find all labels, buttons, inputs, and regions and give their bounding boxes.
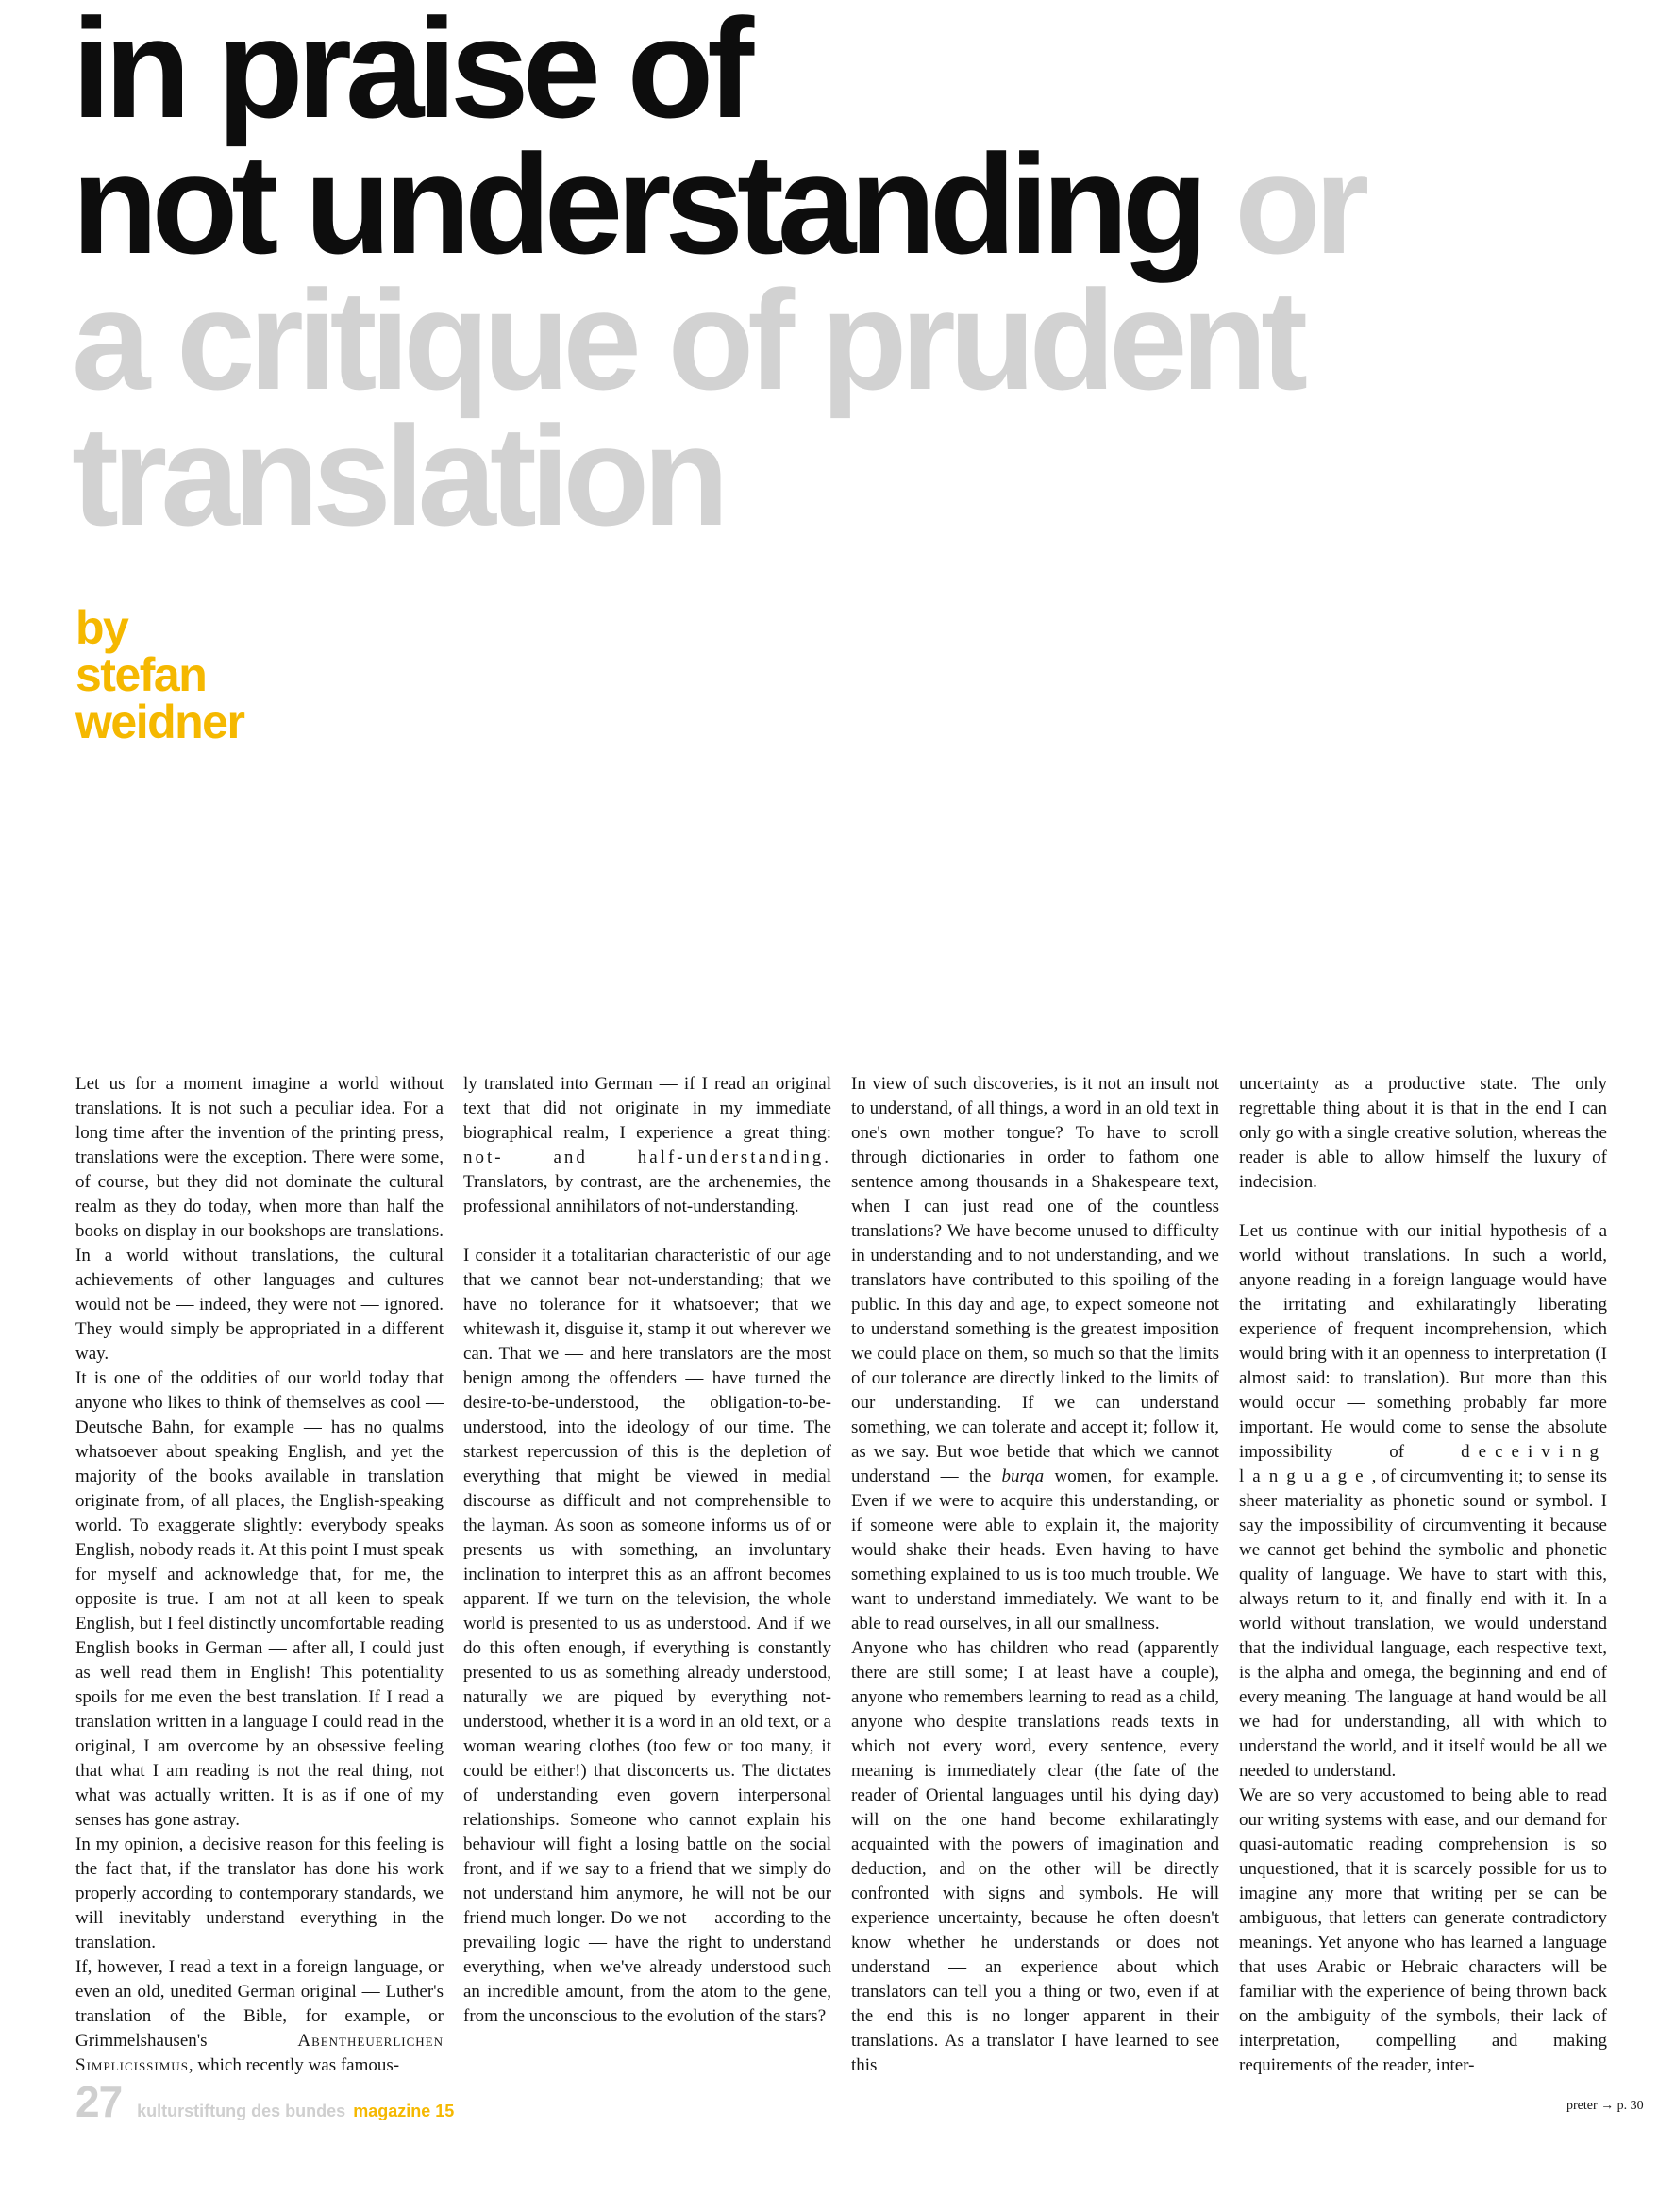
byline-last-name: weidner	[75, 695, 244, 748]
column-2	[463, 1072, 831, 2095]
paragraph: We are so very accustomed to being able to read our writing systems with ease, and our demand for quasi-automatic reading comprehension is so unquestioned, that it is scarcely possible for us to imagine any more that writing per se can be ambiguous, that letters can generate contradictory meanings. Yet anyone who has learned a language that uses Arabic or Hebraic characters will be familiar with the experience of being thrown back on the ambiguity of the symbols, their lack of interpretation, compelling and making requirements of the reader, inter-	[1239, 1785, 1607, 2075]
column-4	[1239, 1072, 1607, 2095]
title-line-2-main: not understanding	[72, 125, 1202, 283]
emphasis-spaced: not- and half-understanding.	[463, 1148, 831, 1167]
title-line-2	[72, 125, 1638, 283]
column-1	[75, 1072, 444, 2095]
paragraph	[75, 1955, 444, 2078]
column-3	[851, 1072, 1219, 2095]
title-line-2-tail: or	[1201, 125, 1364, 283]
article-body	[75, 1072, 1607, 2095]
continuation-note: preter → p. 30	[1566, 2099, 1644, 2113]
paragraph: Anyone who has children who read (apparently there are still some; I at least have a couple), anyone who remembers learning to read as a child, anyone who despite translations reads texts in which not every word, every sentence, every meaning is immediately clear (the fate of the reader of Oriental languages until his dying day) will on the one hand become exhilaratingly acquainted with the powers of imagination and deduction, and on the other will be directly confronted with signs and symbols. He will experience uncertainty, because he often doesn't know whether he understands or does not understand — an experience about which translators can tell you a thing or two, even if at the end this is no longer apparent in their translations. As a translator I have learned to see this	[851, 1638, 1219, 2075]
paragraph: uncertainty as a productive state. The only regrettable thing about it is that in the end I can only go with a single creative solution, whereas the reader is able to allow himself the luxury of indecision.	[1239, 1074, 1607, 1192]
paragraph: It is one of the oddities of our world today that anyone who likes to think of themselves as cool — Deutsche Bahn, for example — has no qualms whatsoever about speaking English, and yet the majority of the books available in translation originate from, of all places, the English-speaking world. To exaggerate slightly: everybody speaks English, nobody reads it. At this point I must speak for myself and acknowledge that, for me, the opposite is true. I am not at all keen to speak English, but I feel distinctly uncomfortable reading English books in German — after all, I could just as well read them in English! This potentiality spoils for me even the best translation. If I read a translation written in a language I could read in the original, I am overcome by an obsessive feeling that what I am reading is not the real thing, not what was actually written. It is as if one of my senses has gone astray.	[75, 1368, 444, 1830]
paragraph-text: Let us continue with our initial hypothesis of a world without translations. In such a world, anyone reading in a foreign language would have the irritating and exhilaratingly liberating experience of frequent incomprehension, which would bring with it an openness to interpretation (I almost said: to translation). But more than this would occur — something probably far more important. He would come to sense the absolute impossibility of	[1239, 1221, 1607, 1462]
paragraph-text: In view of such discoveries, is it not an insult not to understand, of all things, a word in an old text in one's own mother tongue? To have to scroll through dictionaries in order to fathom one sentence among thousands in a Shakespeare text, when I can just read one of the countless translations? We have become unused to difficulty in understanding and to not understanding, and we translators have contributed to this spoiling of the public. In this day and age, to expect someone not to understand something is the greatest imposition we could place on them, so much so that the limits of our tolerance are directly linked to the limits of our understanding. If we can understand something, we can tolerate and accept it; follow it, as we say. But woe betide that which we cannot understand — the	[851, 1074, 1219, 1486]
title-line-3: a critique of prudent	[72, 260, 1302, 419]
magazine-issue: magazine 15	[353, 2102, 455, 2120]
paragraph-text: , which recently was famous-	[188, 2055, 400, 2075]
emphasis-spaced: deceiving language	[1239, 1442, 1607, 1486]
page-number: 27	[75, 2077, 123, 2126]
byline-first-name: stefan	[75, 648, 207, 701]
paragraph	[463, 1072, 831, 1219]
paragraph-text: ly translated into German — if I read an original text that did not originate in my immediate biographical realm, I experience a great thing:	[463, 1074, 831, 1143]
publisher-name: kulturstiftung des bundes	[137, 2102, 346, 2120]
paragraph: Let us for a moment imagine a world without translations. It is not such a peculiar idea. For a long time after the invention of the printing press, translations were the exception. There were some, of course, but they did not dominate the cultural realm as they do today, when more than half the books on display in our bookshops are translations. In a world without translations, the cultural achievements of other languages and cultures would not be — indeed, they were not — ignored. They would simply be appropriated in a different way.	[75, 1074, 444, 1364]
page-footer	[75, 2076, 455, 2126]
paragraph: I consider it a totalitarian characteristic of our age that we cannot bear not-understanding; that we have no tolerance for it whatsoever; that we whitewash it, disguise it, stamp it out wherever we can. That we — and here translators are the most benign among the offenders — have turned the desire-to-be-understood, the obligation-to-be-understood, into the ideology of our time. The starkest repercussion of this is the depletion of everything that might be viewed in medial discourse as difficult and not comprehensible to the layman. As soon as someone informs us of or presents us with something, an involuntary inclination to interpret this as an affront becomes apparent. If we turn on the television, the whole world is presented to us as understood. And if we do this often enough, if everything is constantly presented to us as something already understood, naturally we are piqued by everything not-understood, whether it is a word in an old text, or a woman wearing clothes (too few or too many, it could be either!) that disconcerts us. The dictates of understanding even govern interpersonal relationships. Someone who cannot explain his behaviour will fight a losing battle on the social front, and if we say to a friend that we simply do not understand him anymore, he will not be our friend much longer. Do we not — according to the prevailing logic — have the right to understand everything, when we've already understood such an incredible amount, from the atom to the gene, from the unconscious to the evolution of the stars?	[463, 1246, 831, 2026]
paragraph-text: , of circumventing it; to sense its sheer materiality as phonetic sound or symbol. I say the impossibility of circumventing it because we cannot get behind the symbolic and phonetic quality of language. We have to start with this, always return to it, and finally end with it. In a world without translation, we would understand that the individual language, each respective text, is the alpha and omega, the beginning and end of every meaning. The language at hand would be all we had for understanding, all with which to understand the world, and it itself would be all we needed to understand.	[1239, 1466, 1607, 1781]
emphasis-italic: burqa	[1001, 1466, 1045, 1486]
paragraph-text: Translators, by contrast, are the archenemies, the professional annihilators of not-understanding.	[463, 1172, 831, 1216]
paragraph	[1239, 1219, 1607, 1784]
book-title: Abentheuerlichen Simplicissimus	[75, 2031, 444, 2075]
title-line-4: translation	[72, 396, 723, 555]
article-title	[72, 0, 1638, 555]
paragraph: In my opinion, a decisive reason for this feeling is the fact that, if the translator has done his work properly according to contemporary standards, we will inevitably understand everything in the translation.	[75, 1835, 444, 1952]
title-line-1: in praise of	[72, 0, 748, 147]
paragraph-text: If, however, I read a text in a foreign language, or even an old, unedited German original — Luther's translation of the Bible, for example, or Grimmelshausen's	[75, 1957, 444, 2051]
paragraph	[851, 1072, 1219, 1636]
byline-by: by	[75, 601, 128, 654]
paragraph-text: women, for example. Even if we were to acquire this understanding, or if someone were able to explain it, the majority would shake their heads. Even having to have something explained to us is too much trouble. We want to understand immediately. We want to be able to read ourselves, in all our smallness.	[851, 1466, 1219, 1634]
byline	[75, 601, 244, 748]
